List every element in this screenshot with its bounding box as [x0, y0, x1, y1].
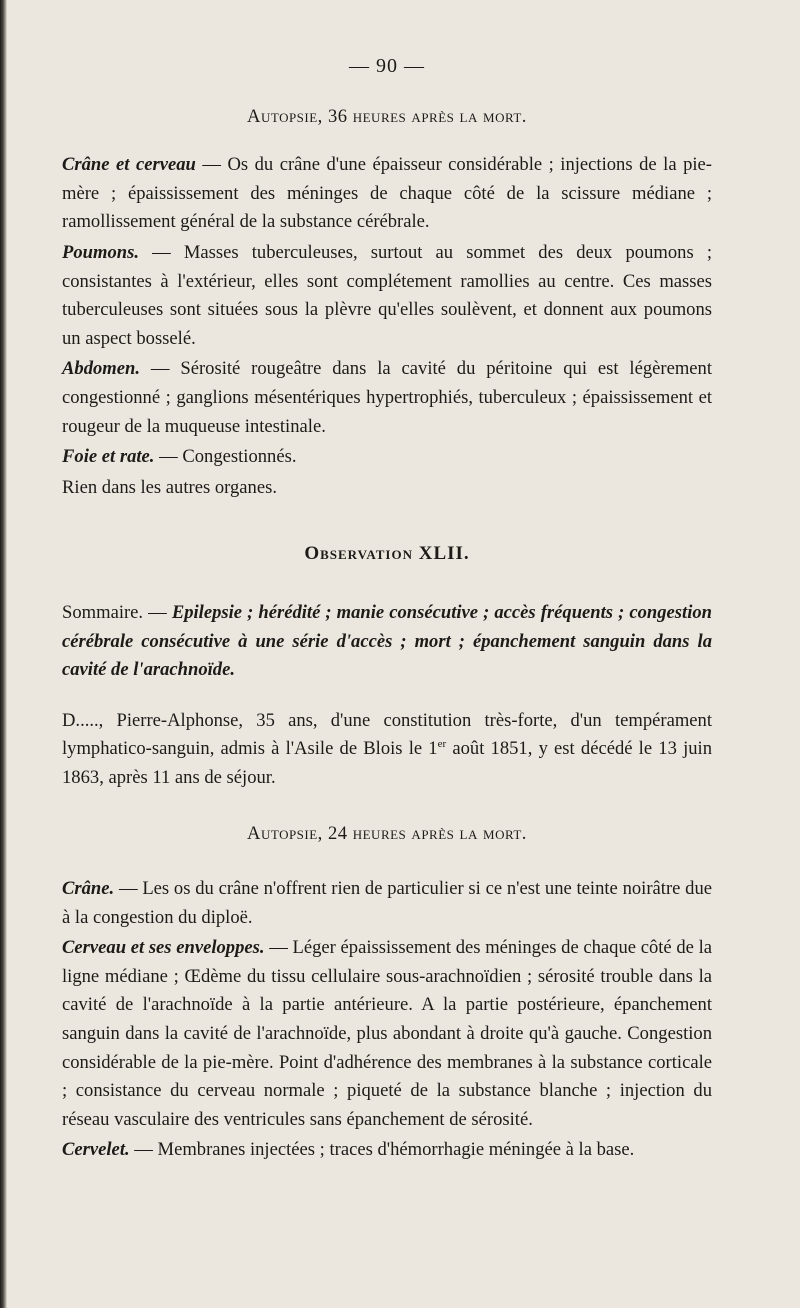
- page-binding-edge: [0, 0, 7, 1308]
- autopsy2-paragraph-brain-membranes: Cerveau et ses enveloppes. — Léger épaississement des méninges de chaque côté de la ligne médiane ; Œdème du tissu cellulaire sous-arachnoïdien ; sérosité trouble dans la cavité de l'arachnoïde à la partie antérieure. A la partie postérieure, épanchement sanguin dans la cavité de l'arachnoïde, plus abondant à droite qu'à gauche. Congestion considérable de la pie-mère. Point d'adhérence des membranes à la substance corticale ; consistance du cerveau normale ; piqueté de la substance blanche ; injection du réseau vasculaire des ventricules sans épanchement de sérosité.: [62, 937, 713, 1130]
- paragraph-text: Les os du crâne n'offrent rien de particulier si ce n'est une teinte noirâtre due à la congestion du diploë.: [62, 878, 712, 928]
- paragraph-text: Congestionnés.: [182, 446, 297, 468]
- paragraph-text: Os du crâne d'une épaisseur considérable ; injections de la pie-mère ; épaississement des méninges de chaque côté de la scissure médiane ; ramollissement général de la substance cérébrale.: [62, 154, 712, 233]
- observation-summary: Sommaire. — Epilepsie ; hérédité ; manie consécutive ; accès fréquents ; congestion cérébrale consécutive à une série d'accès ; mort ; épanchement sanguin dans la cavité de l'arachnoïde.: [62, 601, 712, 681]
- paragraph-label: Abdomen.: [62, 358, 140, 380]
- paragraph-text: Sérosité rougeâtre dans la cavité du péritoine qui est légèrement congestionné ; ganglions mésentériques hypertrophiés, tuberculeux ; épaississement et rougeur de la muqueuse intestinale.: [62, 358, 713, 437]
- paragraph-text: Léger épaississement des méninges de chaque côté de la ligne médiane ; Œdème du tissu cellulaire sous-arachnoïdien ; sérosité trouble dans la cavité de l'arachnoïde à la partie antérieure. A la partie postérieure, épanchement sanguin dans la cavité de l'arachnoïde, plus abondant à droite qu'à gauche. Congestion considérable de la pie-mère. Point d'adhérence des membranes à la substance corticale ; consistance du cerveau normale ; piqueté de la substance blanche ; injection du réseau vasculaire des ventricules sans épanchement de sérosité.: [62, 937, 713, 1130]
- autopsy2-paragraph-skull: Crâne. — Les os du crâne n'offrent rien de particulier si ce n'est une teinte noirâtre due à la congestion du diploë.: [62, 878, 712, 928]
- page-number: — 90 —: [349, 55, 425, 77]
- paragraph-label: Crâne.: [62, 878, 115, 900]
- summary-text: Epilepsie ; hérédité ; manie consécutive ; accès fréquents ; congestion cérébrale consécutive à une série d'accès ; mort ; épanchement sanguin dans la cavité de l'arachnoïde.: [62, 601, 712, 681]
- autopsy-heading-2: Autopsie, 24 heures après la mort.: [247, 823, 527, 845]
- autopsy-heading: Autopsie, 36 heures après la mort.: [247, 105, 527, 127]
- autopsy-paragraph-lungs: Poumons. — Masses tuberculeuses, surtout au sommet des deux poumons ; consistantes à l'extérieur, elles sont complétement ramollies au centre. Ces masses tuberculeuses sont situées sous la plèvre qu'elles soulèvent, et donnent aux poumons un aspect bosselé.: [62, 241, 712, 349]
- paragraph-text: Masses tuberculeuses, surtout au sommet des deux poumons ; consistantes à l'extérieur, elles sont complétement ramollies au centre. Ces masses tuberculeuses sont situées sous la plèvre qu'elles soulèvent, et donnent aux poumons un aspect bosselé.: [62, 241, 712, 349]
- summary-label: Sommaire.: [62, 601, 144, 623]
- patient-introduction: D....., Pierre-Alphonse, 35 ans, d'une constitution très-forte, d'un tempérament lymphatico-sanguin, admis à l'Asile de Blois le 1er août 1851, y est décédé le 13 juin 1863, après 11 ans de séjour.: [62, 709, 712, 788]
- page-content: [62, 52, 712, 1166]
- autopsy-paragraph-abdomen: Abdomen. — Sérosité rougeâtre dans la cavité du péritoine qui est légèrement congestionné ; ganglions mésentériques hypertrophiés, tuberculeux ; épaississement et rougeur de la muqueuse intestinale.: [62, 358, 713, 437]
- paragraph-label: Foie et rate.: [62, 446, 155, 468]
- autopsy-paragraph-other-organs: [62, 474, 712, 503]
- paragraph-text: Rien dans les autres organes.: [62, 476, 277, 498]
- autopsy-paragraph-skull-brain: Crâne et cerveau — Os du crâne d'une épaisseur considérable ; injections de la pie-mère ; épaississement des méninges de chaque côté de la scissure médiane ; ramollissement général de la substance cérébrale.: [62, 154, 712, 233]
- paragraph-text: Membranes injectées ; traces d'hémorrhagie méningée à la base.: [157, 1139, 635, 1161]
- autopsy-paragraph-liver-spleen: Foie et rate. — Congestionnés.: [62, 446, 297, 468]
- paragraph-label: Cervelet.: [62, 1139, 130, 1161]
- autopsy2-paragraph-cerebellum: Cervelet. — Membranes injectées ; traces d'hémorrhagie méningée à la base.: [62, 1139, 635, 1161]
- paragraph-label: Cerveau et ses enveloppes.: [62, 937, 265, 959]
- paragraph-label: Crâne et cerveau: [62, 154, 196, 176]
- paragraph-label: Poumons.: [62, 241, 139, 263]
- observation-title: Observation XLII.: [304, 543, 470, 565]
